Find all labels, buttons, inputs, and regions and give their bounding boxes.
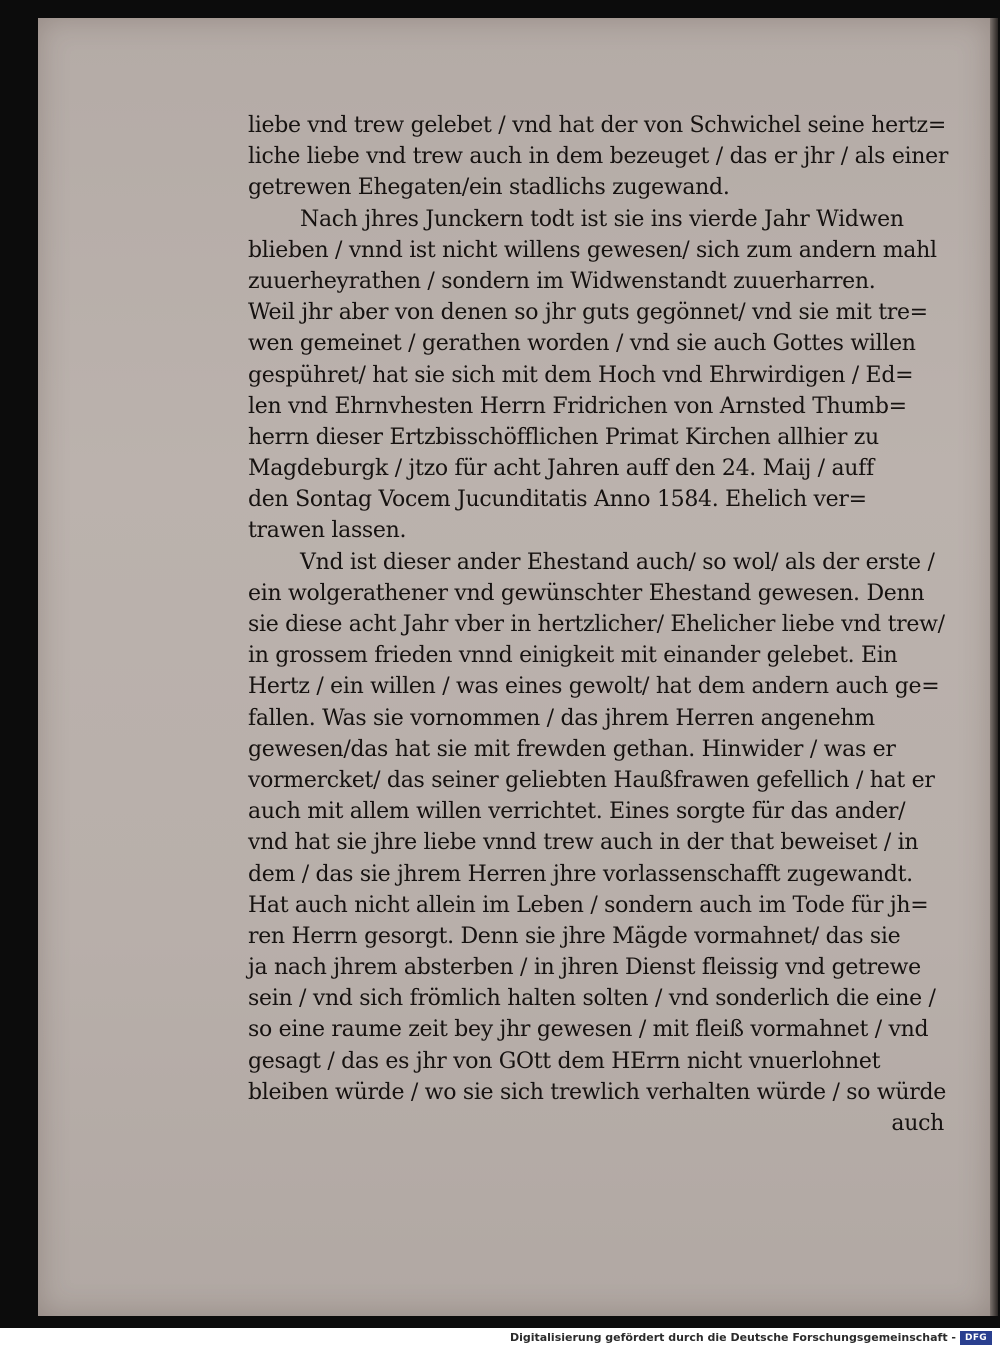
text-line: so eine raume zeit bey jhr gewesen / mit fleiß vormahnet / vnd: [248, 1017, 929, 1043]
text-line: ren Herrn gesorgt. Denn sie jhre Mägde vormahnet/ das sie: [248, 923, 901, 949]
paragraph-start-line: Nach jhres Junckern todt ist sie ins vierde Jahr Widwen: [300, 206, 904, 232]
text-line: bleiben würde / wo sie sich trewlich verhalten würde / so würde: [248, 1079, 947, 1105]
text-line: vnd hat sie jhre liebe vnnd trew auch in der that beweiset / in: [248, 830, 919, 856]
text-line: gespühret/ hat sie sich mit dem Hoch vnd Ehrwirdigen / Ed=: [248, 362, 914, 388]
text-line: ein wolgerathener vnd gewünschter Ehestand gewesen. Denn: [248, 580, 925, 606]
text-line: Hat auch nicht allein im Leben / sondern auch im Tode für jh=: [248, 892, 929, 918]
text-line: in grossem frieden vnnd einigkeit mit einander gelebet. Ein: [248, 643, 898, 669]
text-line: den Sontag Vocem Jucunditatis Anno 1584. Ehelich ver=: [248, 487, 867, 513]
text-line: blieben / vnnd ist nicht willens gewesen/ sich zum andern mahl: [248, 237, 937, 263]
text-line: getrewen Ehegaten/ein stadlichs zugewand.: [248, 175, 730, 201]
text-line: Magdeburgk / jtzo für acht Jahren auff den 24. Maij / auff: [248, 456, 874, 482]
text-line: Hertz / ein willen / was eines gewolt/ hat dem andern auch ge=: [248, 674, 940, 700]
text-line: liche liebe vnd trew auch in dem bezeuget / das er jhr / als einer: [248, 144, 949, 170]
catchword: auch: [891, 1111, 944, 1136]
body-text: [248, 110, 948, 1139]
text-line: zuuerheyrathen / sondern im Widwenstandt zuuerharren.: [248, 268, 876, 294]
text-line: ja nach jhrem absterben / in jhren Dienst fleissig vnd getrewe: [248, 955, 921, 981]
text-line: liebe vnd trew gelebet / vnd hat der von Schwichel seine hertz=: [248, 113, 946, 138]
text-line: wen gemeinet / gerathen worden / vnd sie auch Gottes willen: [248, 331, 916, 357]
funding-credit: Digitalisierung gefördert durch die Deutsche Forschungsgemeinschaft -: [509, 1331, 956, 1344]
paragraph-start-line: Vnd ist dieser ander Ehestand auch/ so wol/ als der erste /: [300, 549, 935, 575]
footer-bar: [0, 1328, 1000, 1348]
text-line: gesagt / das es jhr von GOtt dem HErrn nicht vnuerlohnet: [248, 1048, 881, 1074]
text-line: dem / das sie jhrem Herren jhre vorlassenschafft zugewandt.: [248, 861, 913, 887]
page-edge: [990, 18, 998, 1316]
text-line: sein / vnd sich frömlich halten solten / vnd sonderlich die eine /: [248, 986, 936, 1012]
text-line: vormercket/ das seiner geliebten Haußfrawen gefellich / hat er: [248, 767, 935, 793]
text-line: gewesen/das hat sie mit frewden gethan. Hinwider / was er: [248, 736, 896, 762]
text-line: auch mit allem willen verrichtet. Eines sorgte für das ander/: [248, 799, 906, 825]
text-line: sie diese acht Jahr vber in hertzlicher/ Ehelicher liebe vnd trew/: [248, 612, 945, 637]
dfg-logo: DFG: [960, 1331, 992, 1345]
book-page: [38, 18, 990, 1316]
text-line: trawen lassen.: [248, 518, 407, 544]
text-line: len vnd Ehrnvhesten Herrn Fridrichen von Arnsted Thumb=: [248, 393, 907, 419]
text-line: herrn dieser Ertzbisschöfflichen Primat Kirchen allhier zu: [248, 424, 879, 450]
text-line: fallen. Was sie vornommen / das jhrem Herren angenehm: [248, 705, 875, 731]
text-line: Weil jhr aber von denen so jhr guts gegönnet/ vnd sie mit tre=: [248, 300, 928, 326]
